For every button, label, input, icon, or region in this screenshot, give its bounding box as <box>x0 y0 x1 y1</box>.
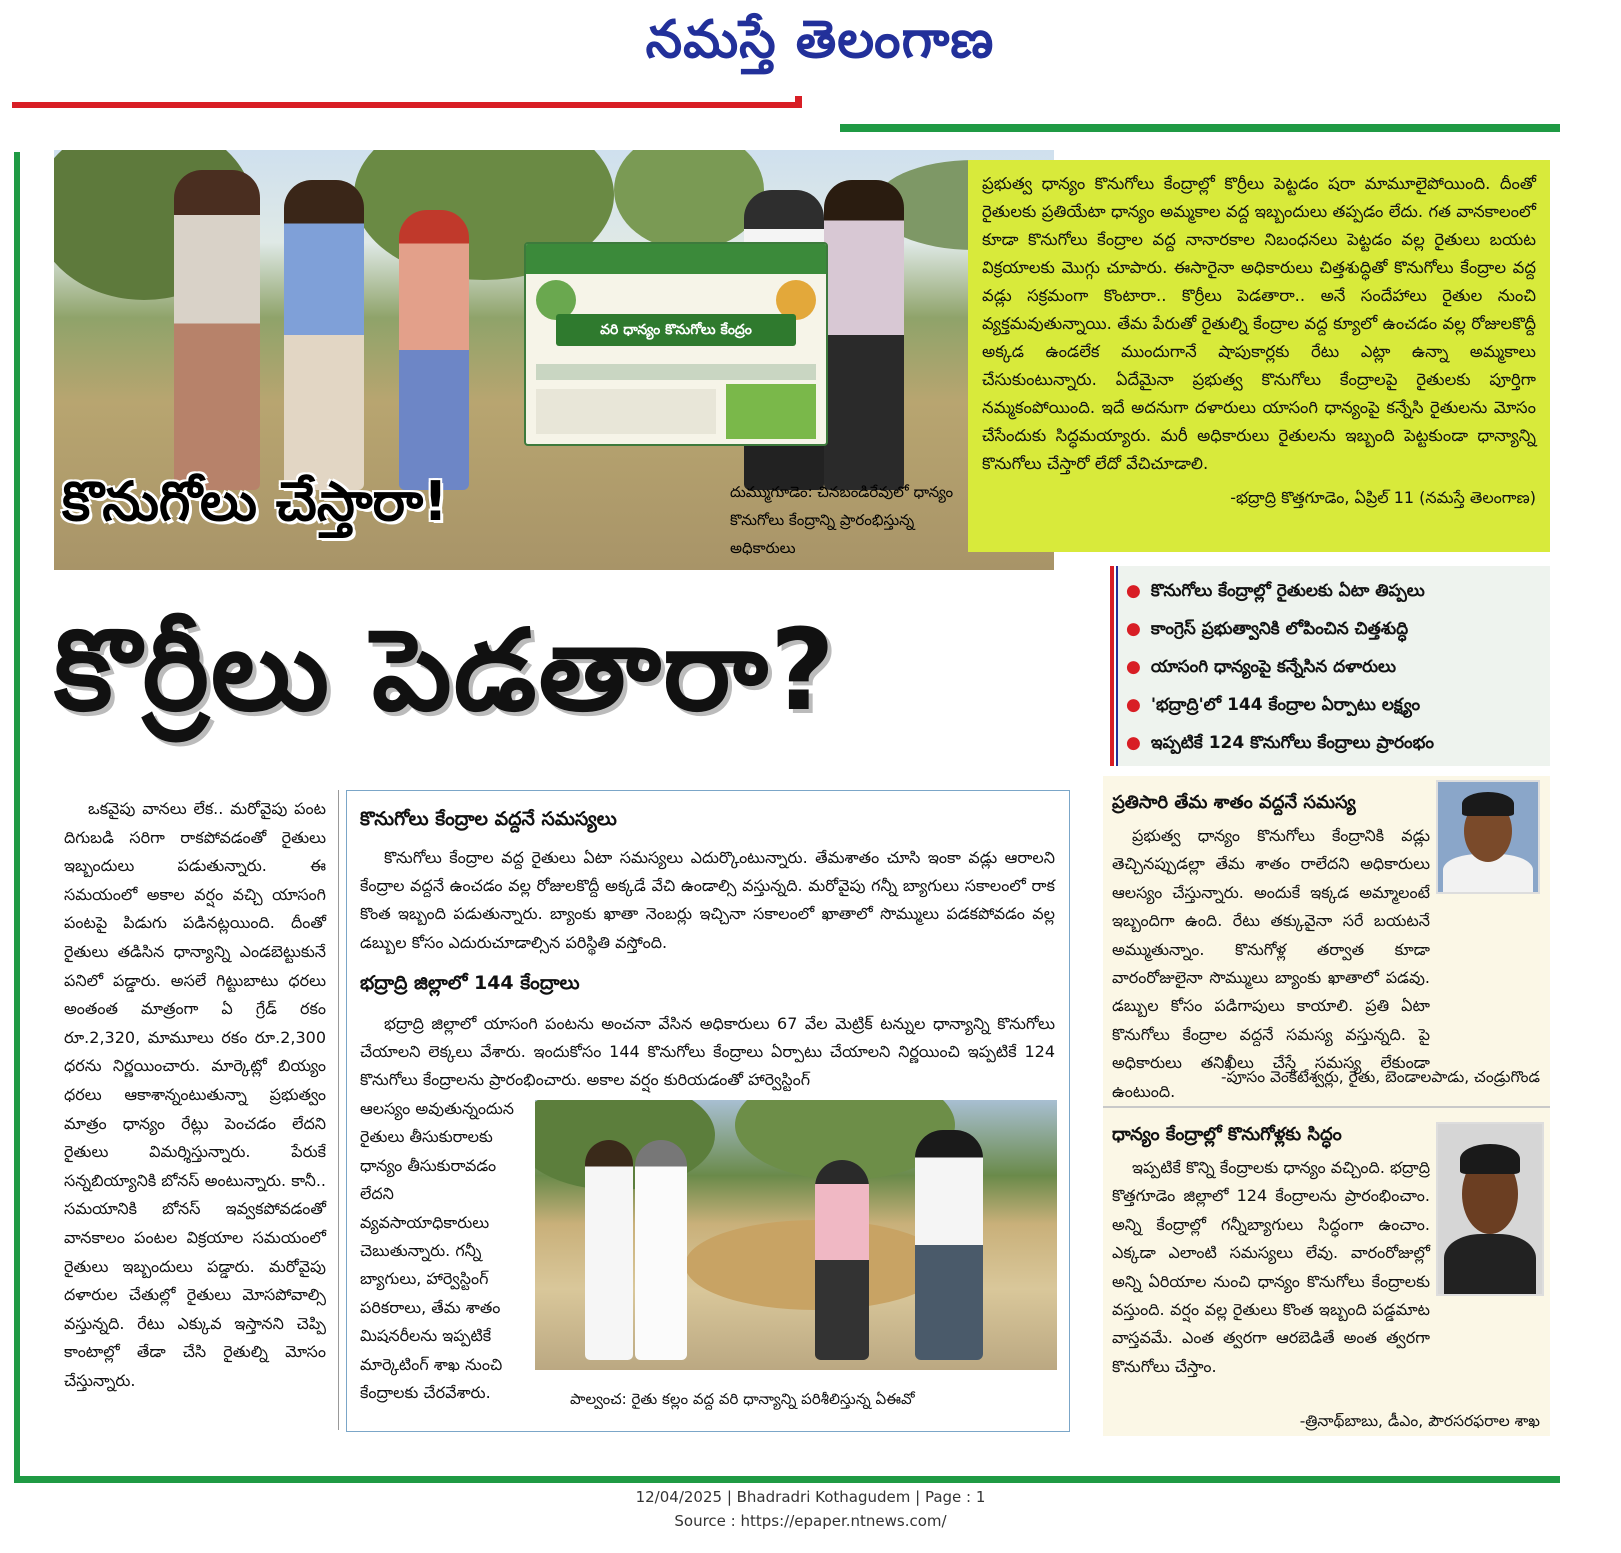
highlight-text: యాసంగి ధాన్యంపై కన్నేసిన దళారులు <box>1150 657 1396 677</box>
photo-overlay-headline: కొనుగోలు చేస్తారా! <box>62 470 448 533</box>
procurement-banner <box>524 242 828 446</box>
farmer-portrait <box>1436 780 1540 894</box>
quotes-divider <box>1103 1106 1550 1108</box>
intro-dateline: -భద్రాద్రి కొత్తగూడెం, ఏప్రిల్ 11 (నమస్తే తెలంగాణ) <box>1230 488 1536 507</box>
highlight-text: కాంగ్రెస్ ప్రభుత్వానికి లోపించిన చిత్తశుద్ధి <box>1150 619 1409 639</box>
quote1-heading: ప్రతిసారి తేమ శాతం వద్దనే సమస్య <box>1112 792 1356 813</box>
center-paragraph-1: కొనుగోలు కేంద్రాల వద్ద రైతులు ఏటా సమస్యలు ఎదుర్కొంటున్నారు. తేమశాతం చూసి ఇంకా వడ్లు ఆరాలని కేంద్రాల వద్దనే ఉంచడం వల్ల రోజులకొద్దీ అక్కడే వేచి ఉండాల్సి వస్తున్నది. మరోవైపు గన్నీ బ్యాగులు సకాలంలో రాక కొంత ఇబ్బంది పడుతున్నారు. బ్యాంకు ఖాతా నెంబర్లు ఇచ్చినా సకాలంలో ఖాతాలో సొమ్ములు పడకపోవడం వల్ల డబ్బుల కోసం ఎదురుచూడాల్సిన పరిస్థితి వస్తోంది. <box>360 848 1055 952</box>
center-paragraph-2: భద్రాద్రి జిల్లాలో యాసంగి పంటను అంచనా వేసిన అధికారులు 67 వేల మెట్రిక్ టన్నుల ధాన్యాన్ని కొనుగోలు చేయాలని లెక్కలు వేశారు. ఇందుకోసం 144 కొనుగోలు కేంద్రాలు ఏర్పాటు చేయాలని నిర్ణయించి ఇప్పటికే 124 కొనుగోలు కేంద్రాలను ప్రారంభించారు. అకాల వర్షం కురియడంతో హార్వెస్టింగ్ <box>360 1014 1055 1090</box>
red-rule-tip <box>795 96 802 108</box>
highlight-text: 'భద్రాద్రి'లో 144 కేంద్రాల ఏర్పాటు లక్ష్యం <box>1150 695 1421 715</box>
inspection-photo <box>535 1100 1057 1370</box>
bullet-icon: ● <box>1126 657 1141 677</box>
footer-source-link[interactable]: Source : https://epaper.ntnews.com/ <box>674 1512 947 1530</box>
footer-page-info: 12/04/2025 | Bhadradri Kothagudem | Page : 1 <box>635 1488 986 1506</box>
center-paragraph-3: ఆలస్యం అవుతున్నందున రైతులు తీసుకురాలకు ధాన్యం తీసుకురావడం లేదని వ్యవసాయాధికారులు చెబుతున్నారు. గన్నీ బ్యాగులు, హార్వెస్టింగ్ పరికరాలు, తేమ శాతం మిషనరీలను ఇప్పటికే మార్కెటింగ్ శాఖ నుంచి కేంద్రాలకు చేరవేశారు. <box>360 1099 515 1403</box>
inspection-photo-caption: పాల్వంచ: రైతు కల్లం వద్ద వరి ధాన్యాన్ని పరిశీలిస్తున్న ఏఈవో <box>570 1390 915 1408</box>
quote2-heading: ధాన్యం కేంద్రాల్లో కొనుగోళ్లకు సిద్ధం <box>1112 1124 1342 1145</box>
bullet-icon: ● <box>1126 695 1141 715</box>
highlight-text: ఇప్పటికే 124 కొనుగోలు కేంద్రాలు ప్రారంభం <box>1150 733 1435 753</box>
red-rule <box>12 102 802 108</box>
highlight-text: కొనుగోలు కేంద్రాల్లో రైతులకు ఏటా తిప్పలు <box>1150 581 1425 601</box>
bullet-icon: ● <box>1126 581 1141 601</box>
bullet-icon: ● <box>1126 733 1141 753</box>
highlight-item <box>1126 686 1542 724</box>
intro-box <box>968 160 1550 552</box>
masthead-logo: నమస్తే తెలంగాణ <box>645 9 995 70</box>
bullet-icon: ● <box>1126 619 1141 639</box>
highlight-item <box>1126 572 1542 610</box>
highlight-item <box>1126 610 1542 648</box>
main-headline: కొర్రీలు పెడతారా? <box>54 606 837 736</box>
highlight-item <box>1126 648 1542 686</box>
highlight-item <box>1126 724 1542 762</box>
flag-stripe-red <box>1110 566 1114 766</box>
official-portrait <box>1436 1122 1544 1296</box>
left-column-body <box>64 795 326 1395</box>
center-subheading-2: భద్రాద్రి జిల్లాలో 144 కేంద్రాలు <box>360 972 580 994</box>
green-rule-left <box>14 152 20 1482</box>
quote1-text: ప్రభుత్వ ధాన్యం కొనుగోలు కేంద్రానికి వడ్లు తెచ్చినప్పుడల్లా తేమ శాతం రాలేదని అధికారులు ఆలస్యం చేస్తున్నారు. అందుకే ఇక్కడ అమ్మాలంటే ఇబ్బందిగా ఉంది. రేటు తక్కువైనా సరే బయటనే అమ్ముతున్నాం. కొనుగోళ్ల తర్వాత కూడా వారంరోజులైనా సొమ్ములు బ్యాంకు ఖాతాలో పడవు. డబ్బుల కోసం పడిగాపులు కాయాలి. ప్రతి ఏటా కొనుగోలు కేంద్రాల వద్దనే సమస్య వస్తున్నది. పై అధికారులు తనిఖీలు చేస్తే సమస్య లేకుండా ఉంటుంది. <box>1112 826 1430 1101</box>
column-divider <box>338 790 339 1430</box>
green-rule-bottom <box>14 1476 1560 1483</box>
highlights-box <box>1118 566 1550 766</box>
left-column-text: ఒకవైపు వానలు లేక.. మరోవైపు పంట దిగుబడి సరిగా రాకపోవడంతో రైతులు ఇబ్బందులు పడుతున్నారు. ఈ సమయంలో అకాల వర్షం వచ్చి యాసంగి పంటపై పిడుగు పడినట్లయింది. దీంతో రైతులు తడిసిన ధాన్యాన్ని ఎండబెట్టుకునే పనిలో పడ్డారు. అసలే గిట్టుబాటు ధరలు అంతంత మాత్రంగా ఏ గ్రేడ్ రకం రూ.2,320, మామూలు రకం రూ.2,300 ధరను నిర్ణయించారు. మార్కెట్లో బియ్యం ధరలు ఆకాశాన్నంటుతున్నా ప్రభుత్వం మాత్రం ధాన్యం రేట్లు పెంచడం లేదని రైతులు విమర్శిస్తున్నారు. పేరుకే సన్నబియ్యానికి బోనస్ అంటున్నారు. కానీ.. సమయానికి బోనస్ ఇవ్వకపోవడంతో వానకాలం పంటల విక్రయాల సమయంలో రైతులు ఇబ్బందులు పడ్డారు. మరోవైపు దళారుల చేతుల్లో రైతులు మోసపోవాల్సి వస్తున్నది. రేటు ఎక్కువ ఇస్తానని చెప్పి కాంటాల్లో తేడా చేసి రైతుల్ని మోసం చేస్తున్నారు. <box>64 799 326 1390</box>
quote1-attribution: -పూసం వెంకటేశ్వర్లు, రైతు, బెండాలపాడు, చండ్రుగొండ <box>1220 1068 1540 1086</box>
intro-text: ప్రభుత్వ ధాన్యం కొనుగోలు కేంద్రాల్లో కొర్రీలు పెట్టడం షరా మామూలైపోయింది. దీంతో రైతులకు ప్రతియేటా ధాన్యం అమ్మకాల వద్ద ఇబ్బందులు తప్పడం లేదు. గత వానకాలంలో కూడా కొనుగోలు కేంద్రాల వద్ద నానారకాల నిబంధనలు పెట్టడం వల్ల రైతులు బయట విక్రయాలకు మొగ్గు చూపారు. ఈసారైనా అధికారులు చిత్తశుద్ధితో కొనుగోలు కేంద్రాల వద్ద వడ్లు సక్రమంగా కొంటారా.. కొర్రీలు పెడతారా.. అనే సందేహాలు రైతుల నుంచి వ్యక్తమవుతున్నాయి. తేమ పేరుతో రైతుల్ని కేంద్రాల వద్ద క్యూలో ఉంచడం వల్ల రోజులకొద్దీ అక్కడ ఉండలేక ముందుగానే షాపుకార్లకు రేటు ఎట్లా ఉన్నా అమ్మకాలు చేసుకుంటున్నారు. ఏదేమైనా ప్రభుత్వ కొనుగోలు కేంద్రాలపై రైతులకు పూర్తిగా నమ్మకంపోయింది. ఇదే అదనుగా దళారులు యాసంగి ధాన్యంపై కన్నేసి రైతులను మోసం చేసేందుకు సిద్ధమయ్యారు. మరీ అధికారులు రైతులను ఇబ్బంది పెట్టకుండా ధాన్యాన్ని కొనుగోలు చేస్తారో లేదో వేచిచూడాలి. <box>982 174 1536 473</box>
quote2-text: ఇప్పటికే కొన్ని కేంద్రాలకు ధాన్యం వచ్చింది. భద్రాద్రి కొత్తగూడెం జిల్లాలో 124 కేంద్రాలను ప్రారంభించాం. అన్ని కేంద్రాల్లో గన్నీబ్యాగులు సిద్ధంగా ఉంచాం. ఎక్కడా ఎలాంటి సమస్యలు లేవు. వారంరోజుల్లో అన్ని ఏరియాల నుంచి ధాన్యం కొనుగోలు కేంద్రాలకు వస్తుంది. వర్షం వల్ల రైతులు కొంత ఇబ్బంది పడ్డమాట వాస్తవమే. ఎంత త్వరగా ఆరబెడితే అంత త్వరగా కొనుగోలు చేస్తాం. <box>1112 1158 1430 1376</box>
quote2-attribution: -త్రినాథ్‌బాబు, డీఎం, పౌరసరఫరాల శాఖ <box>1299 1412 1540 1430</box>
photo-caption: దుమ్ముగూడెం: చినబండిరేవులో ధాన్యం కొనుగోలు కేంద్రాన్ని ప్రారంభిస్తున్న అధికారులు <box>730 483 954 557</box>
center-subheading-1: కొనుగోలు కేంద్రాల వద్దనే సమస్యలు <box>360 808 617 830</box>
banner-title: వరి ధాన్యం కొనుగోలు కేంద్రం <box>556 314 796 346</box>
green-rule-top <box>840 124 1560 132</box>
